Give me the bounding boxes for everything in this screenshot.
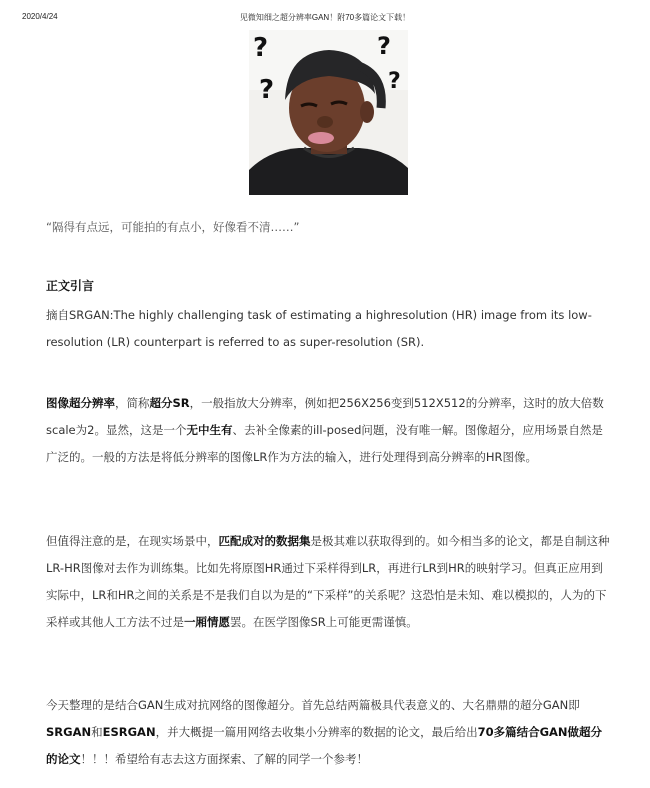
excerpt-prefix: 摘自 xyxy=(46,308,69,322)
text-span: 和 xyxy=(91,725,103,739)
term-srgan: SRGAN xyxy=(46,725,92,739)
svg-text:?: ? xyxy=(253,33,269,63)
term-esrgan: ESRGAN xyxy=(102,725,156,739)
text-span: 罢。在医学图像SR上可能更需谨慎。 xyxy=(230,615,418,629)
paragraph-definition xyxy=(46,390,612,471)
text-span: 是极其难以获取得到的。如今相当多的论文，都是自制这种LR-HR图像对去作为训练集。比如先将原图HR通过下采样得到LR，再进行LR到HR的映射学习。但真正应用到实际中，LR和HR之间的关系是不是我们自以为是的“下采样”的关系呢？这恐怕是未知、难以模拟的，人为的下采样或其他人工方法不过是 xyxy=(46,534,610,629)
term-paired-dataset: 匹配成对的数据集 xyxy=(218,534,311,548)
svg-text:?: ? xyxy=(388,69,401,94)
text-span: ，并大概提一篇用网络去收集小分辨率的数据的论文，最后给出 xyxy=(155,725,478,739)
text-span: ，一般指放大分辨率，例如把256X256变到512X512的分辨率，这时的放大倍数scale为2。显然，这是一个 xyxy=(46,396,604,437)
text-span: ！！！希望给有志去这方面探索、了解的同学一个参考！ xyxy=(80,752,368,766)
text-span: 、去补全像素的ill-posed问题，没有唯一解。图像超分，应用场景自然是广泛的。一般的方法是将低分辨率的图像LR作为方法的输入，进行处理得到高分辨率的HR图像。 xyxy=(46,423,603,464)
text-span: 今天整理的是结合GAN生成对抗网络的图像超分。首先总结两篇极具代表意义的、大名鼎鼎的超分GAN即 xyxy=(46,698,580,712)
paragraph-srgan-excerpt xyxy=(46,302,612,356)
excerpt-text: SRGAN:The highly challenging task of estimating a highresolution (HR) image from its low-resolution (LR) counterpart is referred to as super-resolution (SR). xyxy=(46,308,592,349)
term-ill-posed: 无中生有 xyxy=(186,423,233,437)
confused-face-illustration xyxy=(249,30,408,195)
term-70-papers: 70多篇结合GAN做超分的论文 xyxy=(46,725,603,766)
term-sr: 超分SR xyxy=(149,396,190,410)
section-heading: 正文引言 xyxy=(46,279,95,293)
header-title: 见微知细之超分辨率GAN！附70多篇论文下载！ xyxy=(239,13,411,22)
term-super-resolution: 图像超分辨率 xyxy=(46,396,115,410)
header-date: 2020/4/24 xyxy=(22,12,58,21)
quote-caption: “隔得有点远，可能拍的有点小，好像看不清……” xyxy=(46,220,300,234)
term-wishful: 一厢情愿 xyxy=(184,615,230,629)
meme-image xyxy=(249,30,408,195)
text-span: 但值得注意的是，在现实场景中， xyxy=(46,534,219,548)
svg-text:?: ? xyxy=(259,75,275,105)
text-span: ，简称 xyxy=(115,396,150,410)
paragraph-dataset xyxy=(46,528,612,636)
svg-text:?: ? xyxy=(377,32,391,60)
paragraph-summary xyxy=(46,692,612,773)
